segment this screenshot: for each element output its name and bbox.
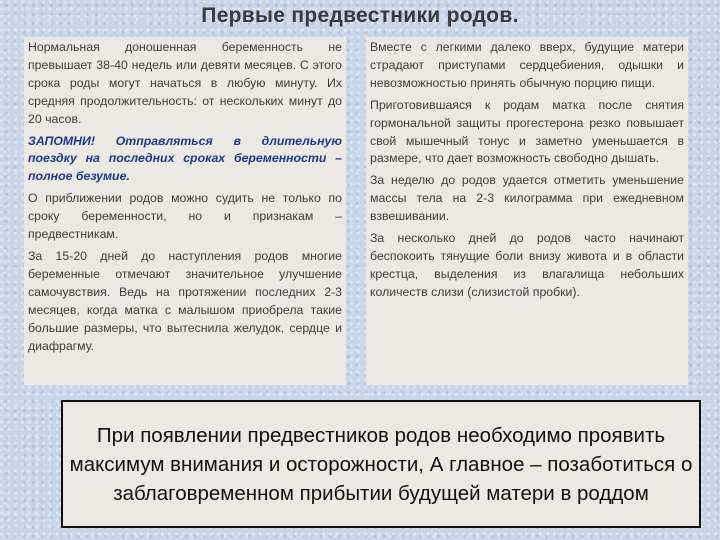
paragraph: За 15-20 дней до наступления родов многие беременные отмечают значительное улучшение самочувствия. Ведь на протяжении последних 2-3 месяцев, когда матка с малышом приобрела такие большие размеры, что вытеснила желудок, сердце и диафрагму.	[28, 248, 342, 353]
paragraph: Вместе с легкими далеко вверх, будущие матери страдают приступами сердцебиения, одышки и невозможностью принять обычную порцию пищи.	[370, 40, 684, 90]
slide-title: Первые предвестники родов.	[201, 4, 519, 27]
paragraph: За несколько дней до родов часто начинают беспокоить тянущие боли внизу живота и в области крестца, выделения из влагалища небольших количеств слизи (слизистой пробки).	[370, 231, 684, 299]
conclusion-text: При появлении предвестников родов необходимо проявить максимум внимания и осторожности, А главное – позаботиться о заблаговременном прибытии будущей матери в роддом	[69, 423, 693, 505]
warning-text: ЗАПОМНИ! Отправляться в длительную поездку на последних сроках беременности – полное безумие.	[28, 133, 342, 184]
paragraph: О приближении родов можно судить не только по сроку беременности, но и признакам – предвестникам.	[28, 191, 342, 242]
paragraph: Нормальная доношенная беременность не превышает 38-40 недель или девяти месяцев. С этого срока роды могут начаться в любую минуту. Их средняя продолжительность: от нескольких минут до 20 часов.	[28, 40, 342, 126]
paragraph: Приготовившаяся к родам матка после снятия гормональной защиты прогестерона резко повышает свой мышечный тонус и заметно уменьшается в размере, что дает возможность свободно дышать.	[370, 97, 684, 166]
right-text-column	[366, 37, 688, 385]
left-text-column	[24, 37, 346, 385]
paragraph: За неделю до родов удается отметить уменьшение массы тела на 2-3 килограмма при ежедневном взвешивании.	[370, 173, 684, 224]
conclusion-box	[61, 400, 701, 528]
